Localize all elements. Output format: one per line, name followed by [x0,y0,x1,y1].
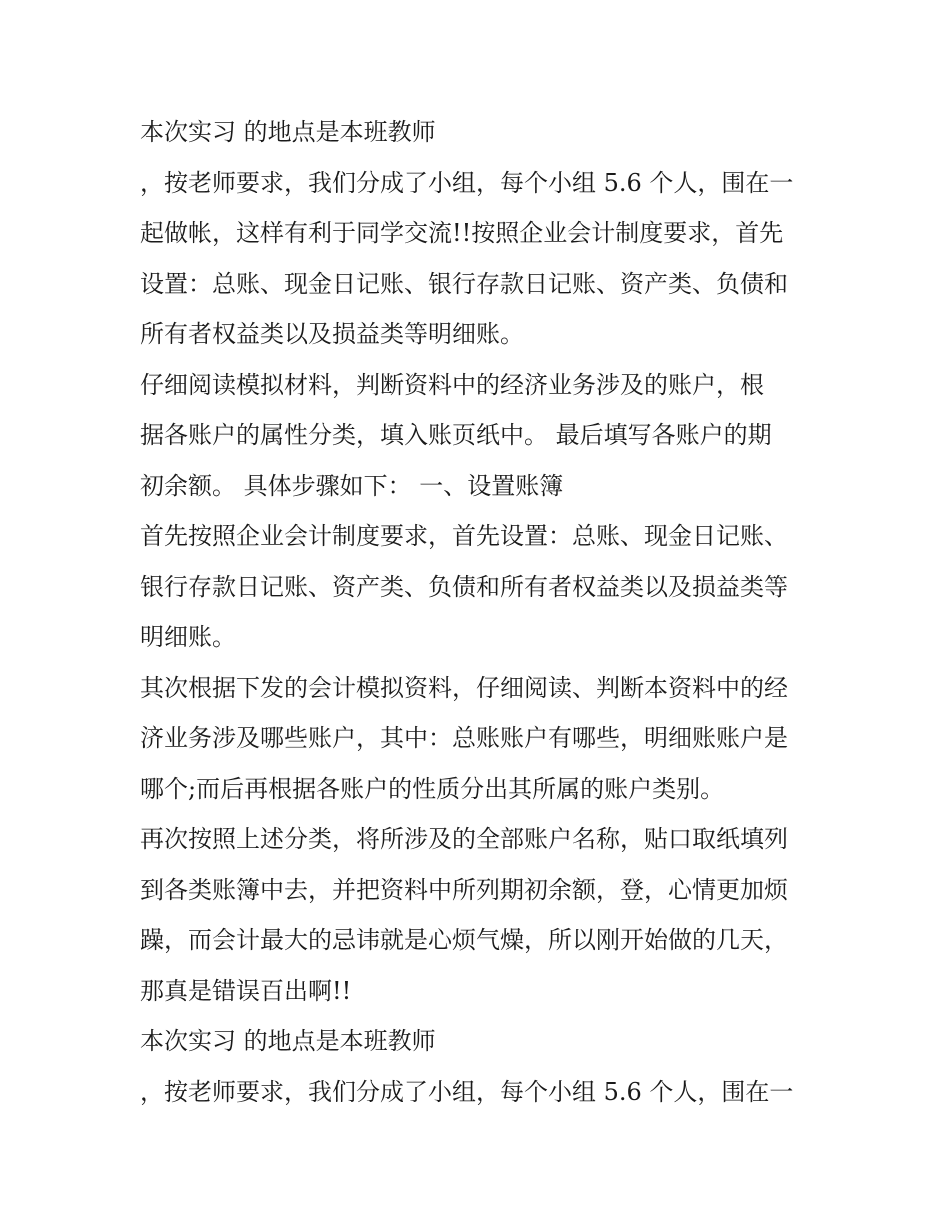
text-line-3: 起做帐，这样有利于同学交流!!按照企业会计制度要求，首先 [140,219,784,247]
text-line-4: 设置：总账、现金日记账、银行存款日记账、资产类、负债和 [140,269,788,298]
text-line-18: 那真是错误百出啊!! [140,976,352,1005]
text-line-2: ，按老师要求，我们分成了小组，每个小组 5.6 个人，围在一 [140,168,794,197]
text-line-1: 本次实习 的地点是本班教师 [140,118,436,146]
text-line-12: 其次根据下发的会计模拟资料，仔细阅读、判断本资料中的经 [140,673,788,702]
text-line-19: 本次实习 的地点是本班教师 [140,1027,436,1055]
text-line-6: 仔细阅读模拟材料，判断资料中的经济业务涉及的账户，根 [140,370,764,399]
text-line-20: ，按老师要求，我们分成了小组，每个小组 5.6 个人，围在一 [140,1077,794,1106]
text-line-15: 再次按照上述分类，将所涉及的全部账户名称，贴口取纸填列 [140,825,788,853]
text-line-14: 哪个;而后再根据各账户的性质分出其所属的账户类别。 [140,774,725,803]
text-line-5: 所有者权益类以及损益类等明细账。 [140,320,524,348]
document-body [140,107,820,1117]
text-line-17: 躁，而会计最大的忌讳就是心烦气燥，所以刚开始做的几天， [140,926,788,954]
text-line-9: 首先按照企业会计制度要求，首先设置：总账、现金日记账、 [140,522,788,550]
text-line-8: 初余额。 具体步骤如下： 一、设置账簿 [140,471,564,500]
text-line-10: 银行存款日记账、资产类、负债和所有者权益类以及损益类等 [140,572,788,601]
text-line-7: 据各账户的属性分类，填入账页纸中。 最后填写各账户的期 [140,421,772,449]
text-line-16: 到各类账簿中去，并把资料中所列期初余额，登，心情更加烦 [140,875,788,904]
text-line-11: 明细账。 [140,623,236,651]
text-line-13: 济业务涉及哪些账户，其中：总账账户有哪些，明细账账户是 [140,724,788,752]
